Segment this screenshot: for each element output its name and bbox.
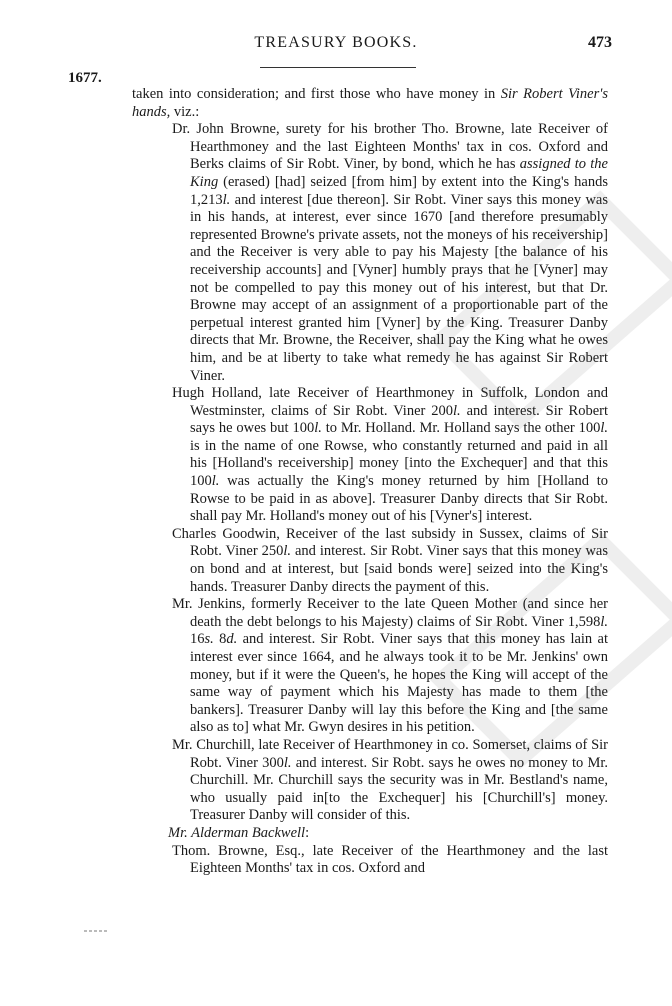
page-header [0, 34, 672, 58]
body-text [68, 86, 608, 878]
text-run: (erased) [had] seized [from him] by extent into the King's hands 1,213 [190, 173, 608, 208]
lead-paragraph [68, 86, 608, 121]
text-run: 16 [190, 631, 205, 648]
text-run: 8 [213, 631, 227, 648]
running-title: TREASURY BOOKS. [254, 34, 418, 51]
italic-text: Sir Robert Viner's hands, [132, 86, 608, 120]
italic-text: l. [600, 613, 608, 630]
italic-text: l. [222, 191, 231, 208]
entry-paragraph [68, 843, 608, 878]
text-run: Mr. Jenkins, formerly Receiver to the late Queen Mother (and since her death the debt belongs to his Majesty) claims of Sir Robt. Viner 1,598 [172, 596, 608, 630]
italic-text: l. [453, 402, 461, 419]
text-run: and interest. Sir Robt. Viner says that this money was on bond and at interest, but [said bonds were] seized into the King's hands. Treasurer Danby directs the payment of this. [190, 543, 609, 595]
italic-text: l. [211, 473, 220, 490]
text-run: Thom. Browne, Esq., late Receiver of the Hearthmoney and the last Eighteen Months' tax in cos. Oxford and [172, 842, 608, 877]
italic-text: l. [283, 754, 292, 771]
text-run: Mr. Churchill, late Receiver of Hearthmoney in co. Somerset, claims of Sir Robt. Viner 300 [172, 736, 608, 771]
text-run: Hugh Holland, late Receiver of Hearthmoney in Suffolk, London and Westminster, claims of Sir Robt. Viner 200 [172, 385, 608, 419]
text-run: to Mr. Holland. Mr. Holland says the other 100 [321, 420, 601, 437]
text-run: viz.: [170, 103, 200, 120]
italic-text: s. [204, 631, 214, 648]
text-run: taken into consideration; and first those who have money in [132, 86, 501, 102]
italic-text: Mr. Alderman Backwell [168, 824, 306, 841]
text-run: : [305, 824, 310, 841]
text-run: and interest. Sir Robt. Viner says that this money has lain at interest ever since 1664, and he always took it to be Mr. Jenkins' own money, but if it were the Queen's, he hopes the King will accept of the same way of payment which his Majesty has made to them [the bankers]. Treasurer Danby will lay this before the King and [the same also as to] what Mr. Gwyn desires in his petition. [190, 631, 608, 736]
italic-text: l. [314, 420, 322, 437]
entry-paragraph [68, 596, 608, 737]
page-number: 473 [588, 34, 612, 51]
section-subheading [68, 825, 608, 843]
entry-paragraph [68, 121, 608, 385]
italic-text: assigned to the King [190, 156, 608, 190]
text-run: is in the name of one Rowse, who constantly returned and paid in all his [Holland's receivership] money [into the Exchequer] and that this 100 [190, 437, 608, 490]
text-run: Dr. John Browne, surety for his brother Tho. Browne, late Receiver of Hearthmoney and the last Eighteen Months' tax in cos. Oxford and Berks claims of Sir Robt. Viner, by bond, which he has [172, 121, 608, 173]
italic-text: l. [600, 420, 608, 437]
text-run: and interest. Sir Robert says he owes but 100 [190, 402, 608, 437]
text-run: Charles Goodwin, Receiver of the last subsidy in Sussex, claims of Sir Robt. Viner 250 [172, 525, 608, 560]
text-run: and interest. Sir Robt. says he owes no money to Mr. Churchill. Mr. Churchill says the security was in Mr. Bestland's name, who usually paid in[to the Exchequer] his [Churchill's] money. Treasurer Danby will consider of this. [190, 754, 608, 824]
stray-ink-mark [84, 930, 108, 932]
entry-paragraph [68, 526, 608, 596]
italic-text: l. [283, 543, 292, 560]
entry-paragraph [68, 737, 608, 825]
margin-year: 1677. [68, 70, 102, 86]
entry-paragraph [68, 385, 608, 526]
header-rule [260, 67, 416, 68]
text-run: and interest [due thereon]. Sir Robt. Viner says this money was in his hands, at interest, ever since 1670 [and therefore presumably represented Browne's private assets, not the moneys of his receivership] and the Receiver is very able to pay his Majesty [the balance of his receivership accounts] and [Vyner] humbly prays that he [Vyner] may not be compelled to pay this money out of his interest, but that Dr. Browne may accept of an assignment of a proportionable part of the perpetual interest granted him [Vyner] by the King. Treasurer Danby directs that Mr. Browne, the Receiver, shall pay the King what he owes him, and be at liberty to take what remedy he has against Sir Robert Viner. [190, 191, 608, 384]
text-run: was actually the King's money returned by him [Holland to Rowse to be paid in as above]. Treasurer Danby directs that Sir Robt. shall pay Mr. Holland's money out of his [Vyner's] interest. [190, 473, 608, 525]
italic-text: d. [226, 631, 238, 648]
